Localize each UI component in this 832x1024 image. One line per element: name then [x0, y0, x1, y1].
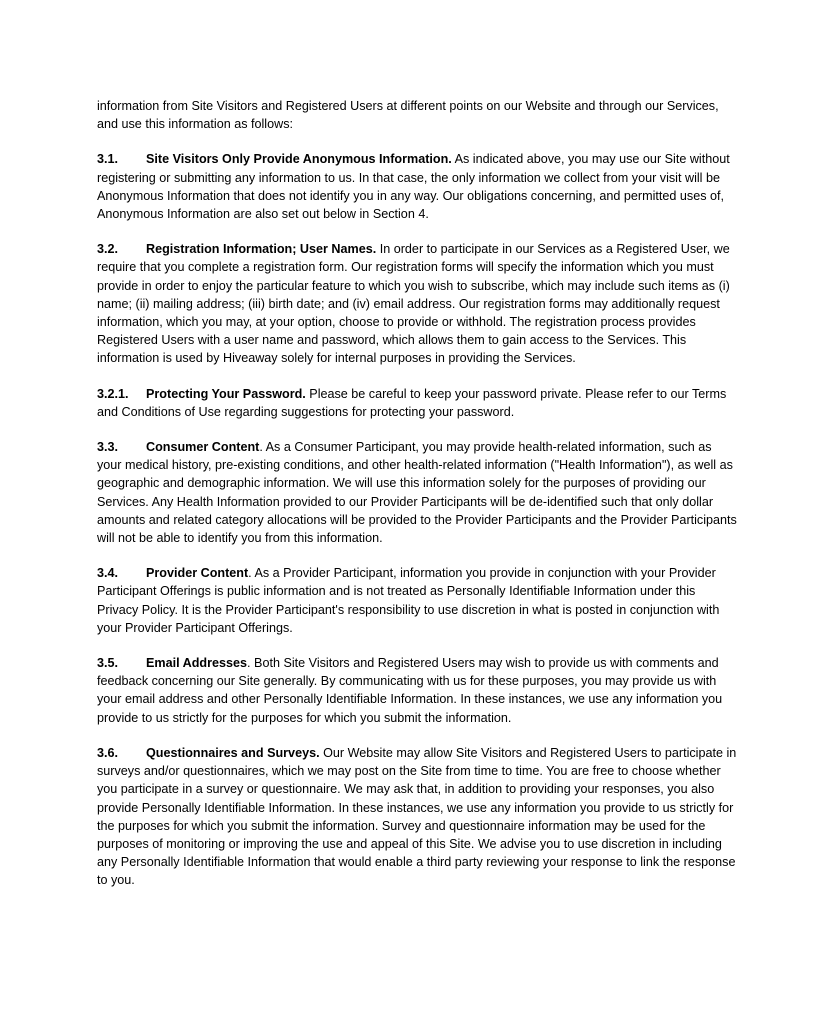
section-number: 3.4. [97, 566, 119, 581]
section-heading: Registration Information; User Names. [146, 242, 377, 257]
section-3-2 [97, 240, 739, 367]
section-3-2-1 [97, 385, 739, 421]
document-page [97, 97, 739, 907]
section-3-1 [97, 150, 739, 223]
section-3-5 [97, 654, 739, 727]
section-heading: Consumer Content [146, 440, 260, 455]
section-body: Please be careful to keep your password private. Please refer to our Terms and Conditions of Use regarding suggestions for protecting your password. [97, 386, 727, 419]
section-body: In order to participate in our Services as a Registered User, we require that you complete a registration form. Our registration forms will specify the information which you must provide in order to enjoy the particular feature to which you wish to subscribe, which may include such items as (i) name; (ii) mailing address; (iii) birth date; and (iv) email address. Our registration forms may additionally request information, which you may, at your option, choose to provide or withhold. The registration process provides Registered Users with a user name and password, which allows them to gain access to the Services. This information is used by Hiveaway solely for internal purposes in providing the Services. [97, 242, 730, 366]
section-number: 3.5. [97, 656, 119, 671]
section-number: 3.6. [97, 745, 119, 760]
section-body: . Both Site Visitors and Registered Users may wish to provide us with comments and feedback concerning our Site generally. By communicating with us for these purposes, you may provide us with your email address and other Personally Identifiable Information. In these instances, we use any information you provide to us strictly for the purposes for which you submit the information. [97, 656, 723, 725]
section-body: . As a Provider Participant, information you provide in conjunction with your Provider Participant Offerings is public information and is not treated as Personally Identifiable Information under this Privacy Policy. It is the Provider Participant's responsibility to use discretion in what is posted in conjunction with your Provider Participant Offerings. [97, 566, 720, 635]
intro-paragraph: information from Site Visitors and Registered Users at different points on our Website and through our Services, and use this information as follows: [97, 99, 719, 132]
section-number: 3.2.1. [97, 386, 129, 401]
section-3-4 [97, 564, 739, 637]
section-body: Our Website may allow Site Visitors and Registered Users to participate in surveys and/or questionnaires, which we may post on the Site from time to time. You are free to choose whether you participate in a survey or questionnaire. We may ask that, in addition to providing your responses, you also provide Personally Identifiable Information. In these instances, we use any information you provide to us strictly for the purposes for which you submit the information. Survey and questionnaire information may be used for the purposes of monitoring or improving the use and appeal of this Site. We advise you to use discretion in including any Personally Identifiable Information that would enable a third party reviewing your response to link the response to you. [97, 745, 737, 888]
section-heading: Protecting Your Password. [146, 386, 306, 401]
section-number: 3.1. [97, 152, 119, 167]
section-3-6 [97, 744, 739, 890]
section-body: . As a Consumer Participant, you may provide health-related information, such as your medical history, pre-existing conditions, and other health-related information ("Health Information"), as well as geographic and demographic information. We will use this information solely for the purposes of providing our Services. Any Health Information provided to our Provider Participants will be de-identified such that only dollar amounts and related category allocations will be provided to the Provider Participants and the Provider Participants will not be able to identify you from this information. [97, 440, 737, 546]
section-heading: Questionnaires and Surveys. [146, 745, 320, 760]
section-number: 3.3. [97, 440, 119, 455]
section-heading: Provider Content [146, 566, 249, 581]
section-heading: Site Visitors Only Provide Anonymous Information. [146, 152, 452, 167]
section-body: As indicated above, you may use our Site without registering or submitting any information to us. In that case, the only information we collect from your visit will be Anonymous Information that does not identify you in any way. Our obligations concerning, and permitted uses of, Anonymous Information are also set out below in Section 4. [97, 152, 730, 222]
section-number: 3.2. [97, 242, 119, 257]
section-heading: Email Addresses [146, 656, 248, 671]
section-3-3 [97, 438, 739, 547]
